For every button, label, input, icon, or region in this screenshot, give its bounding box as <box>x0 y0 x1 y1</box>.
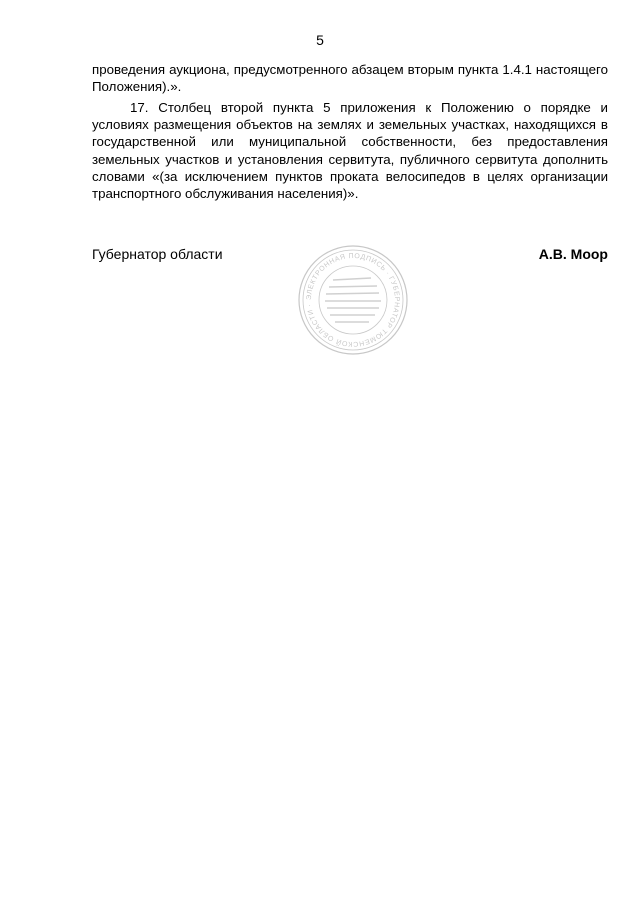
page-number: 5 <box>316 32 324 48</box>
official-seal <box>297 244 409 356</box>
signatory-title: Губернатор области <box>92 246 223 262</box>
seal-center-lines <box>325 278 381 322</box>
seal-inner-ring <box>303 250 403 350</box>
paragraph-continuation: проведения аукциона, предусмотренного абзацем вторым пункта 1.4.1 настоящего Положения).». <box>92 62 608 95</box>
paragraph-item-17: 17. Столбец второй пункта 5 приложения к Положению о порядке и условиях размещения объектов на землях и земельных участках, находящихся в государственной или муниципальной собственности, без предоставления земельных участков и установления сервитута, публичного сервитута дополнить словами «(за исключением пунктов проката велосипедов в целях организации транспортного обслуживания населения)». <box>92 100 608 202</box>
signatory-name: А.В. Моор <box>538 246 608 262</box>
seal-ring-text: ЭЛЕКТРОННАЯ ПОДПИСЬ · ГУБЕРНАТОР ТЮМЕНСКОЙ ОБЛАСТИ · <box>305 252 401 348</box>
seal-center-ring <box>319 266 387 334</box>
seal-outer-ring <box>299 246 407 354</box>
